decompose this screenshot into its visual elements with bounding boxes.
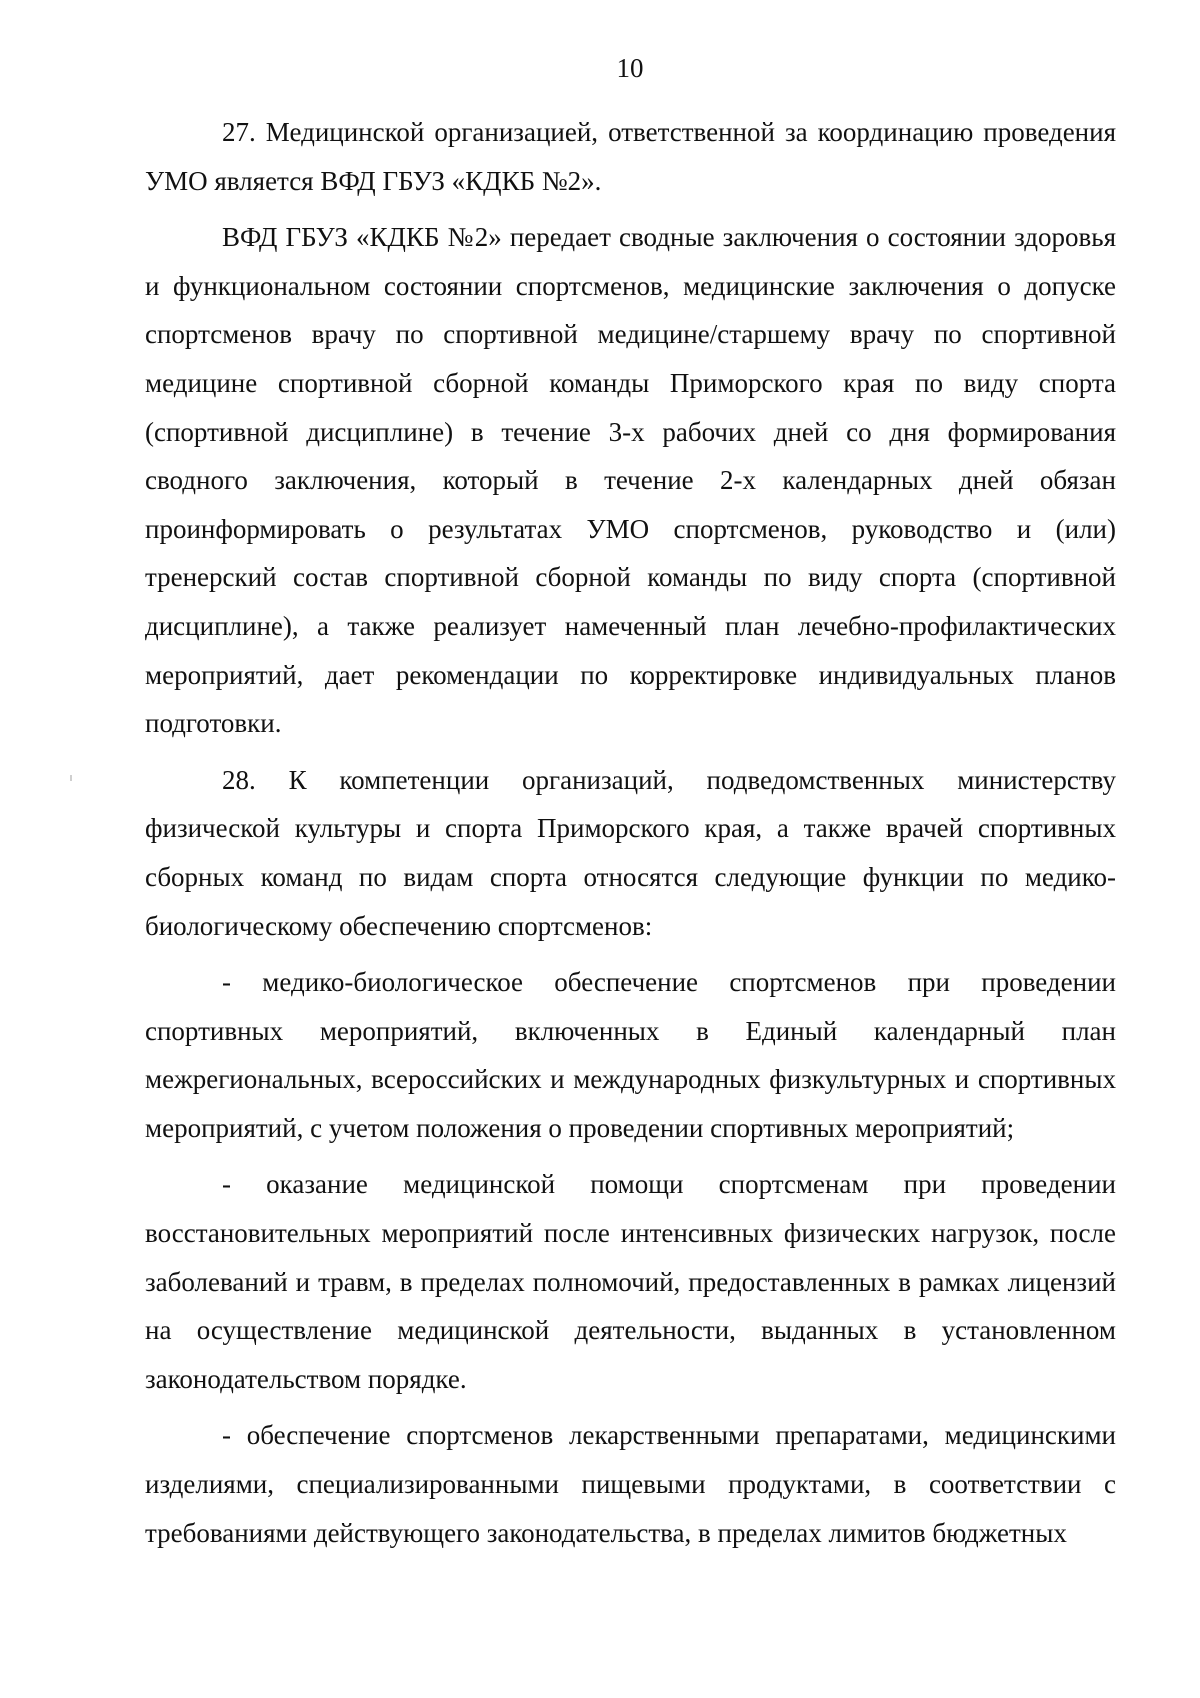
list-item-medical-assistance: - оказание медицинской помощи спортсменам при проведении восстановительных мероприятий после интенсивных физических нагрузок, после заболеваний и травм, в пределах полномочий, предоставленных в рамках лицензий на осуществление медицинской деятельности, выданных в установленном законодательством порядке.	[145, 1169, 1116, 1394]
paragraph-27: 27. Медицинской организацией, ответственной за координацию проведения УМО является ВФД ГБУЗ «КДКБ №2».	[145, 117, 1116, 196]
paragraph-vfd: ВФД ГБУЗ «КДКБ №2» передает сводные заключения о состоянии здоровья и функциональном состоянии спортсменов, медицинские заключения о допуске спортсменов врачу по спортивной медицине/старшему врачу по спортивной медицине спортивной сборной команды Приморского края по виду спорта (спортивной дисциплине) в течение 3-х рабочих дней со дня формирования сводного заключения, который в течение 2-х календарных дней обязан проинформировать о результатах УМО спортсменов, руководство и (или) тренерский состав спортивной сборной команды по виду спорта (спортивной дисциплине), а также реализует намеченный план лечебно-профилактических мероприятий, дает рекомендации по корректировке индивидуальных планов подготовки.	[145, 222, 1116, 739]
document-body	[145, 108, 1116, 1557]
paragraph-28: 28. К компетенции организаций, подведомственных министерству физической культуры и спорта Приморского края, а также врачей спортивных сборных команд по видам спорта относятся следующие функции по медико-биологическому обеспечению спортсменов:	[145, 764, 1116, 941]
scan-margin-mark	[70, 775, 72, 781]
list-item-medico-biological-support: - медико-биологическое обеспечение спортсменов при проведении спортивных мероприятий, включенных в Единый календарный план межрегиональных, всероссийских и международных физкультурных и спортивных мероприятий, с учетом положения о проведении спортивных мероприятий;	[145, 967, 1116, 1143]
list-item-medication-supply: - обеспечение спортсменов лекарственными препаратами, медицинскими изделиями, специализированными пищевыми продуктами, в соответствии с требованиями действующего законодательства, в пределах лимитов бюджетных	[145, 1420, 1116, 1548]
page-number: 10	[616, 53, 644, 83]
